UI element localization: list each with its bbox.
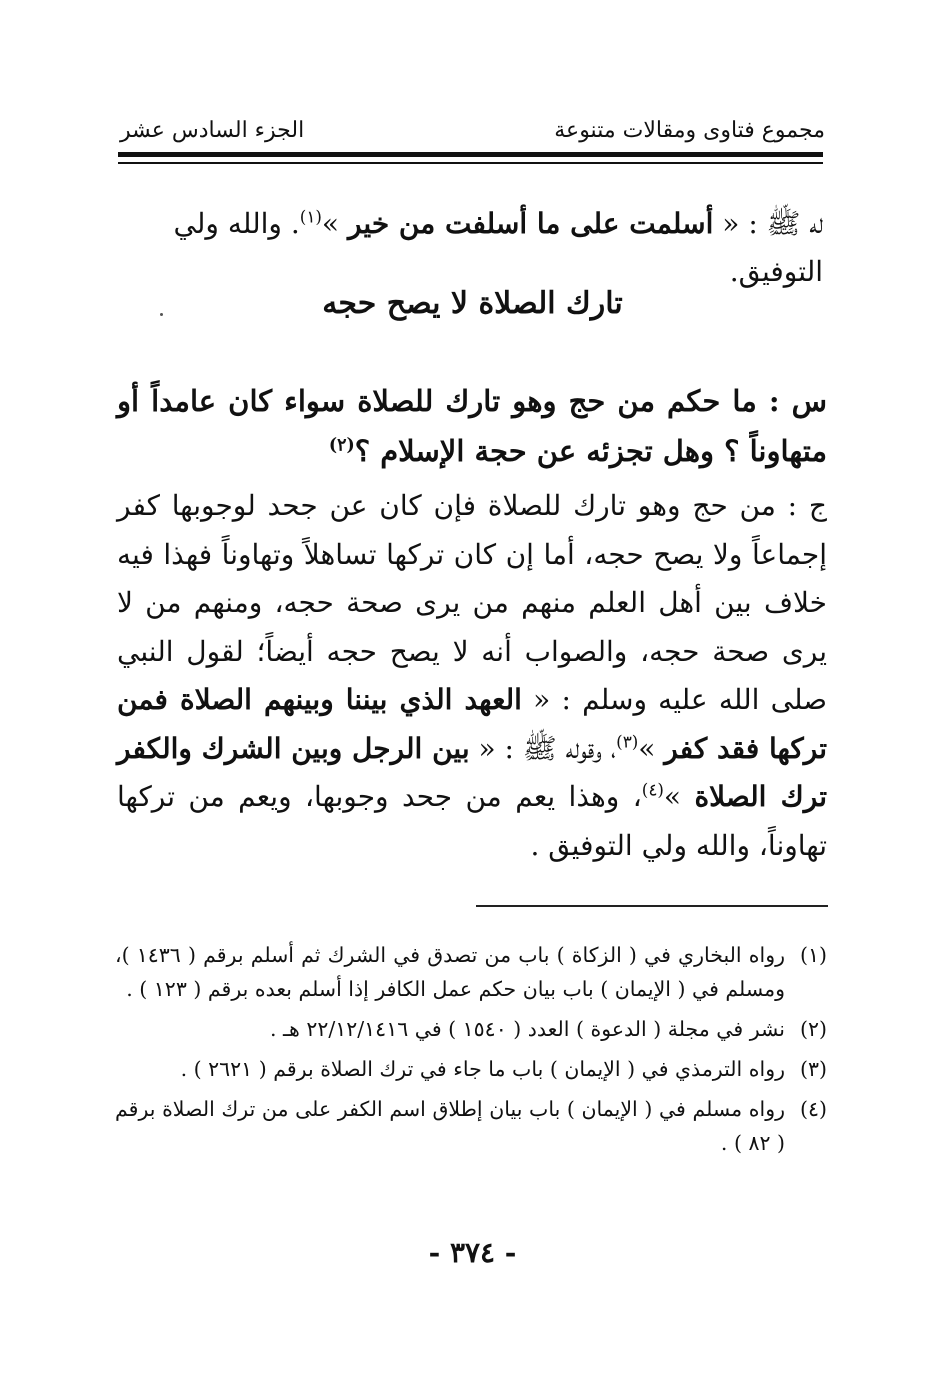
header-rule-thin	[118, 162, 823, 164]
footnote-text: رواه الترمذي في ( الإيمان ) باب ما جاء في ترك الصلاة برقم ( ٢٦٢١ ) .	[180, 1057, 785, 1081]
hadith-2-close: »	[663, 780, 695, 813]
running-header-volume: الجزء السادس عشر	[120, 118, 305, 143]
section-title: تارك الصلاة لا يصح حجه	[322, 286, 623, 321]
footnote-item	[115, 1092, 827, 1160]
footnote-item	[115, 1012, 827, 1046]
footnote-item	[115, 938, 827, 1006]
hadith-1: العهد الذي بيننا وبينهم الصلاة فمن تركها فقد كفر	[117, 683, 827, 765]
footnote-number: (١)	[799, 943, 827, 967]
answer-paragraph	[117, 482, 827, 870]
footnote-ref-4: (٤)	[641, 779, 664, 800]
footnotes	[115, 938, 827, 1166]
scan-speck	[160, 313, 163, 316]
footnote-number: (٣)	[799, 1057, 827, 1081]
continuation-prefix: له ﷺ : «	[713, 207, 823, 240]
footnote-ref-1: (١)	[299, 206, 322, 227]
running-header-title: مجموع فتاوى ومقالات متنوعة	[554, 118, 825, 143]
footnote-item	[115, 1052, 827, 1086]
footnote-number: (٢)	[799, 1017, 827, 1041]
footnote-text: نشر في مجلة ( الدعوة ) العدد ( ١٥٤٠ ) في ٢٢/١٢/١٤١٦ هـ .	[269, 1017, 785, 1041]
continuation-tail: . والله ولي التوفيق.	[173, 207, 823, 288]
footnote-number: (٤)	[799, 1097, 827, 1121]
answer-part-2: ، وقوله ﷺ : «	[469, 731, 617, 765]
answer-part-3: ، وهذا يعم من جحد وجوبها، ويعم من تركها تهاوناً، والله ولي التوفيق .	[117, 780, 827, 862]
footnote-ref-2: (٢)	[328, 435, 355, 456]
footnote-text: رواه البخاري في ( الزكاة ) باب من تصدق في الشرك ثم أسلم برقم ( ١٤٣٦ )، ومسلم في ( الإيمان ) باب بيان حكم عمل الكافر إذا أسلم بعده برقم ( ١٢٣ ) .	[115, 943, 785, 1001]
question-text: س : ما حكم من حج وهو تارك للصلاة سواء كان عامداً أو متهاوناً ؟ وهل تجزئه عن حجة الإسلام ؟	[117, 384, 827, 468]
continuation-line	[118, 200, 823, 296]
footnote-text: رواه مسلم في ( الإيمان ) باب بيان إطلاق اسم الكفر على من ترك الصلاة برقم ( ٨٢ ) .	[115, 1097, 785, 1155]
header-rule-thick	[118, 152, 823, 157]
hadith-2: بين الرجل وبين الشرك والكفر ترك الصلاة	[117, 731, 827, 813]
page-number: - ٣٧٤ -	[428, 1236, 517, 1269]
hadith-1-close: »	[638, 731, 665, 765]
continuation-quote-close: »	[321, 207, 348, 240]
footnote-ref-3: (٣)	[616, 731, 639, 752]
question-paragraph	[117, 376, 827, 476]
footnote-separator	[476, 905, 828, 907]
continuation-quote: أسلمت على ما أسلفت من خير	[347, 207, 714, 240]
answer-part-1: ج : من حج وهو تارك للصلاة فإن كان عن جحد لوجوبها كفر إجماعاً ولا يصح حجه، أما إن كان تركها تساهلاً وتهاوناً فهذا فيه خلاف بين أهل العلم منهم من يرى صحة حجه، ومنهم من لا يرى صحة حجه، والصواب أنه لا يصح حجه أيضاً؛ لقول النبي صلى الله عليه وسلم : «	[117, 489, 828, 716]
